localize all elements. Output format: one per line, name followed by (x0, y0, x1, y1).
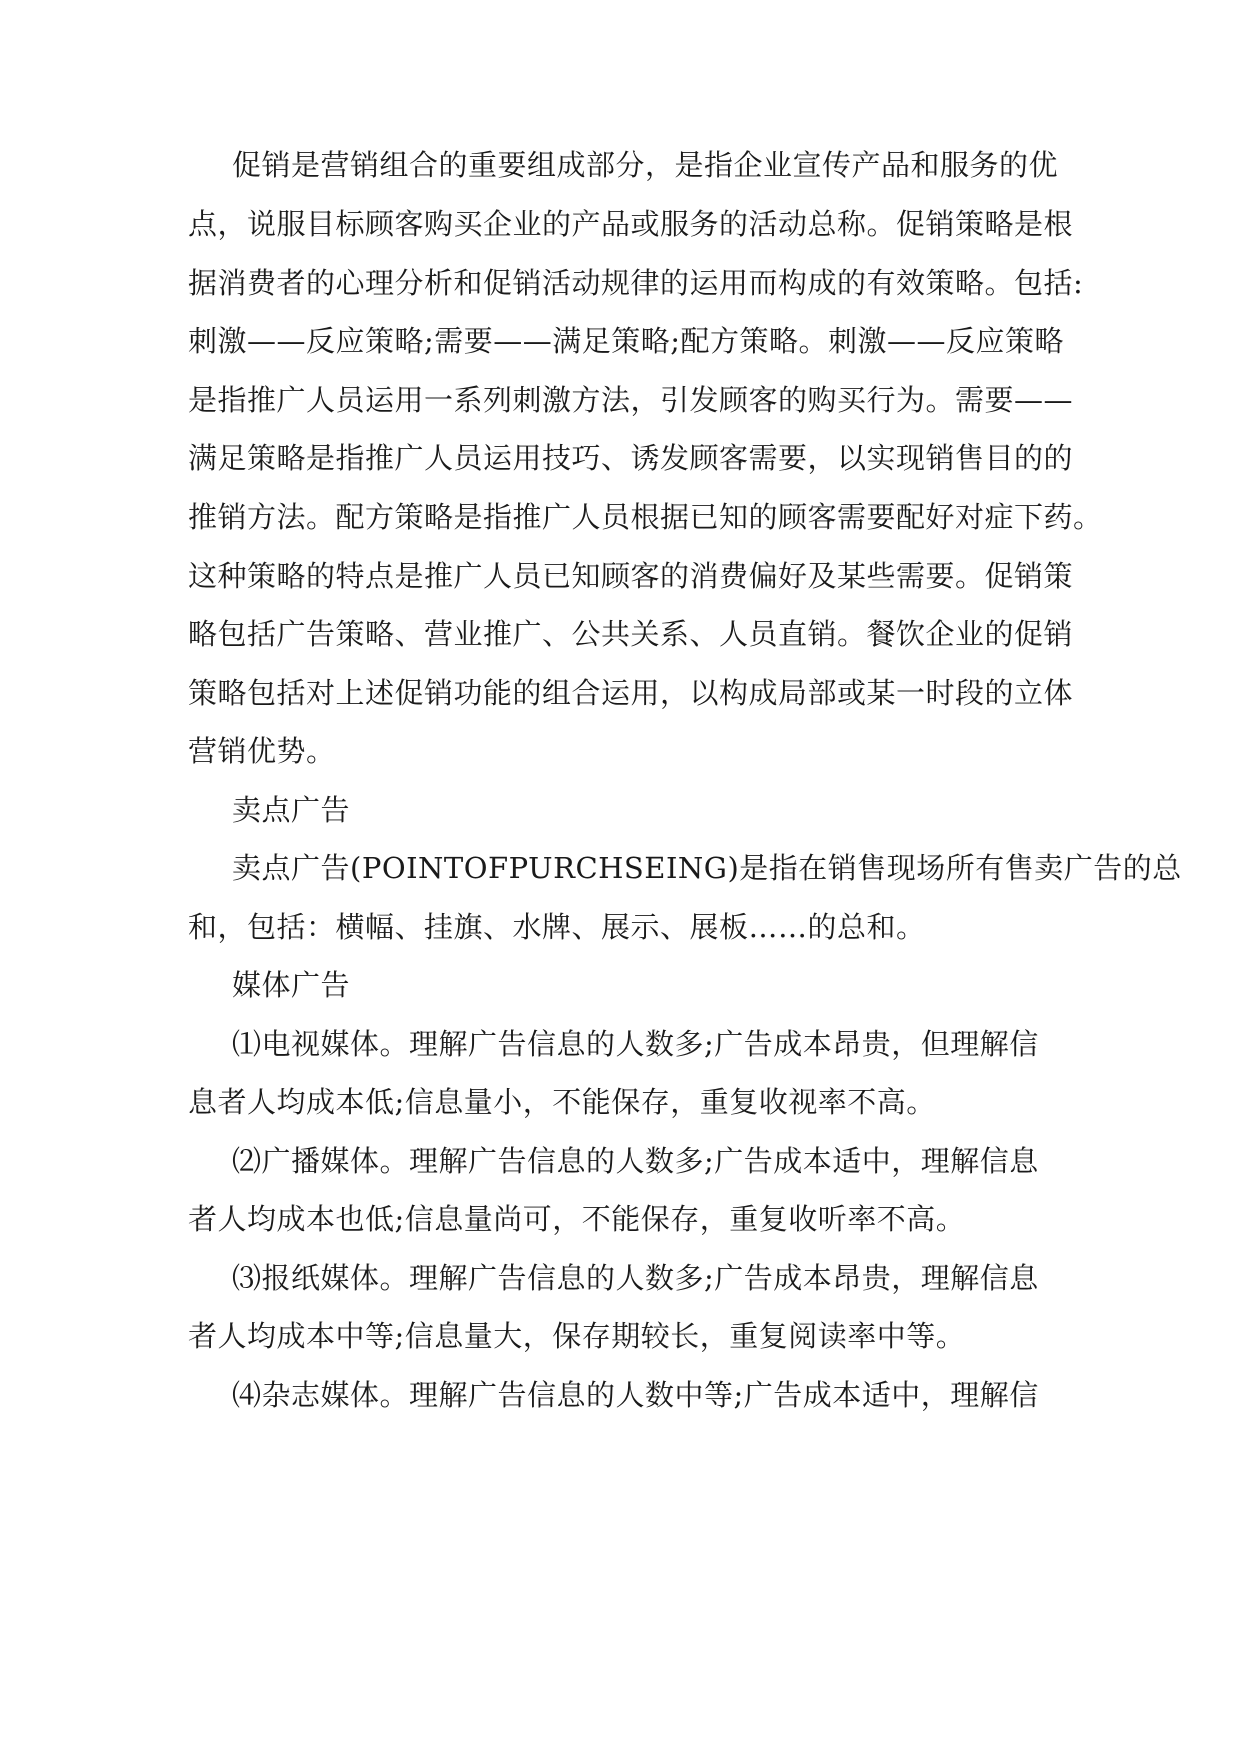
paragraph-line: 刺激——反应策略;需要——满足策略;配方策略。刺激——反应策略 (188, 324, 1065, 358)
paragraph-line: ⑴电视媒体。理解广告信息的人数多;广告成本昂贵，但理解信 (232, 1027, 1039, 1061)
section-heading: 媒体广告 (232, 968, 351, 1002)
paragraph-line: 满足策略是指推广人员运用技巧、诱发顾客需要，以实现销售目的的 (188, 441, 1074, 475)
paragraph-line: 推销方法。配方策略是指推广人员根据已知的顾客需要配好对症下药。 (188, 500, 1103, 534)
paragraph-line: 据消费者的心理分析和促销活动规律的运用而构成的有效策略。包括: (188, 266, 1084, 300)
paragraph-line: 息者人均成本低;信息量小，不能保存，重复收视率不高。 (188, 1085, 936, 1119)
paragraph-line: 营销优势。 (188, 734, 336, 768)
paragraph-line: 者人均成本也低;信息量尚可，不能保存，重复收听率不高。 (188, 1202, 966, 1236)
paragraph-line: 者人均成本中等;信息量大，保存期较长，重复阅读率中等。 (188, 1319, 966, 1353)
paragraph-line: 和，包括：横幅、挂旗、水牌、展示、展板……的总和。 (188, 910, 926, 944)
paragraph-line: 这种策略的特点是推广人员已知顾客的消费偏好及某些需要。促销策 (188, 559, 1074, 593)
paragraph-line: 略包括广告策略、营业推广、公共关系、人员直销。餐饮企业的促销 (188, 617, 1074, 651)
paragraph-line: 点，说服目标顾客购买企业的产品或服务的活动总称。促销策略是根 (188, 207, 1074, 241)
section-heading: 卖点广告 (232, 793, 351, 827)
paragraph-line: ⑵广播媒体。理解广告信息的人数多;广告成本适中，理解信息 (232, 1144, 1039, 1178)
paragraph-line: 策略包括对上述促销功能的组合运用，以构成局部或某一时段的立体 (188, 676, 1074, 710)
paragraph-line: ⑶报纸媒体。理解广告信息的人数多;广告成本昂贵，理解信息 (232, 1261, 1039, 1295)
paragraph-line: ⑷杂志媒体。理解广告信息的人数中等;广告成本适中，理解信 (232, 1378, 1039, 1412)
paragraph-line: 促销是营销组合的重要组成部分，是指企业宣传产品和服务的优 (232, 148, 1059, 182)
paragraph-line: 是指推广人员运用一系列刺激方法，引发顾客的购买行为。需要—— (188, 383, 1074, 417)
paragraph-line: 卖点广告(POINTOFPURCHSEING)是指在销售现场所有售卖广告的总 (232, 851, 1182, 885)
